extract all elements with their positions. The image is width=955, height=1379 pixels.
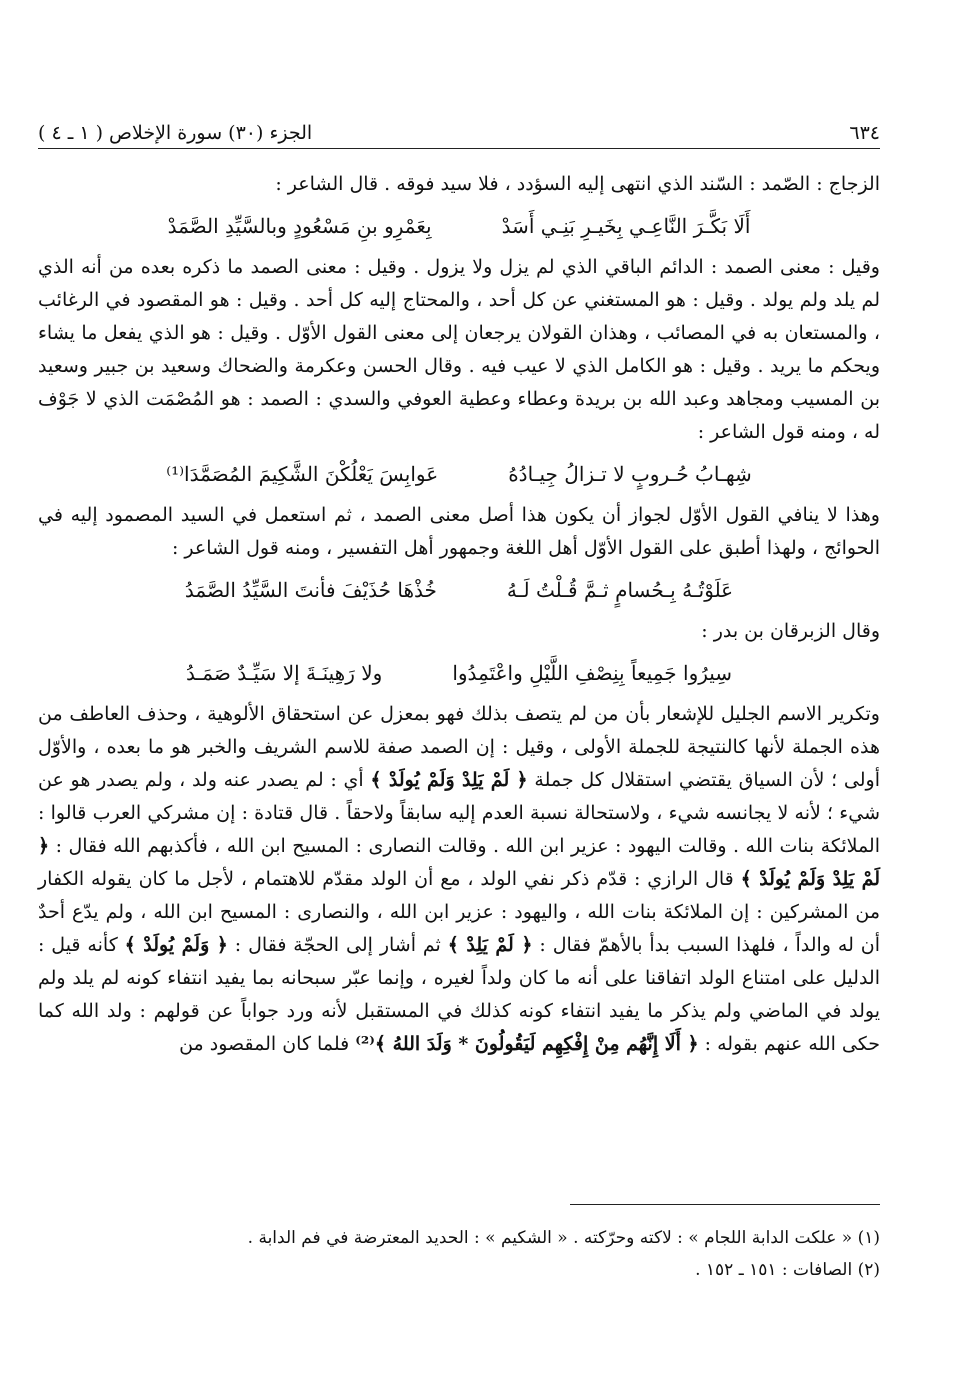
footnote: (٢) الصافات : ١٥١ ـ ١٥٢ . — [695, 1260, 880, 1280]
quran-quote: ﴿ أَلَا إِنَّهُم مِنْ إِفْكِهِم لَيَقُولُونَ * وَلَدَ اللهُ ﴾⁽²⁾ — [355, 1033, 699, 1055]
paragraph: وهذا لا ينافي القول الأوّل لجواز أن يكون هذا أصل معنى الصمد ، ثم استعمل في السيد المصمود إليه في الحوائج ، ولهذا أطبق على القول الأوّل أهل اللغة وجمهور أهل التفسير ، ومنه قول الشاعر : — [38, 504, 880, 559]
text-run: فلما كان المقصود من — [179, 1033, 350, 1055]
poetry-verse — [38, 449, 880, 499]
poetry-verse — [38, 565, 880, 615]
quran-quote: ﴿ وَلَمْ يُولَدْ ﴾ — [124, 934, 228, 956]
header-rule — [38, 148, 880, 149]
verse-second-hemistich: عَوابِسَ يَعْلُكْنَ الشَّكِيمَ المُصَمَّدَا⁽¹⁾ — [166, 461, 439, 486]
page-number: ٦٣٤ — [849, 122, 880, 144]
paragraph: وقيل : معنى الصمد : الدائم الباقي الذي لم يزل ولا يزول . وقيل : معنى الصمد ما ذكره بعده من أنه الذي لم يلد ولم يولد . وقيل : هو المستغني عن كل أحد ، والمحتاج إليه كل أحد . وقيل : هو المقصود في الرغائب ، والمستعان به في المصائب ، وهذان القولان يرجعان إلى معنى القول الأوّل . وقيل : هو الذي يفعل ما يشاء ويحكم ما يريد . وقيل : هو الكامل الذي لا عيب فيه . وقال الحسن وعكرمة والضحاك وسعيد بن جبير وسعيد بن المسيب ومجاهد وعبد الله بن بريدة وعطاء وعطية العوفي والسدي : الصمد : هو المُصْمَت الذي لا جَوْف له ، ومنه قول الشاعر : — [38, 256, 880, 443]
running-title: الجزء (٣٠) سورة الإخلاص ( ١ ـ ٤ ) — [38, 122, 313, 144]
text-run: أي : لم يصدر عنه ولد ، ولم يصدر هو عن شيء ؛ لأنه لا يجانسه شيء ، ولاستحالة نسبة العدم إليه سابقاً ولاحقاً . قال قتادة : إن مشركي العرب قالوا : الملائكة بنات الله . وقالت اليهود : عزير ابن الله . وقالت النصارى : المسيح ابن الله ، فأكذبهم الله فقال : — [38, 769, 880, 857]
text-run: قال الرازي : قدّم ذكر نفي الولد ، مع أن الولد مقدّم للاهتمام ، لأجل ما كان يقوله الكفار من المشركين : إن الملائكة بنات الله ، واليهود : عزير ابن الله ، والنصارى : المسيح ابن الله ، ولم يدّع أحدٌ أن له والداً ، فلهذا السبب بدأ بالأهمّ فقال : — [38, 868, 881, 956]
quran-quote: ﴿ لَمْ يَلِدْ وَلَمْ يُولَدْ ﴾ — [38, 835, 881, 890]
text-run: ثم أشار إلى الحجّة فقال : — [234, 934, 441, 956]
verse-first-hemistich: شِهـابُ حُـروبٍ لا تـزالُ جِيـادُهُ — [508, 461, 752, 486]
verse-first-hemistich: سِيرُوا جَمِيعاً بِنِصْفِ اللَّيْلِ واعْتَمِدُوا — [452, 660, 733, 685]
page-header — [38, 108, 880, 144]
verse-second-hemistich: بِعَمْرِو بنِ مَسْعُودٍ وبالسَّيِّدِ الصَّمَدْ — [167, 213, 432, 238]
paragraph — [38, 698, 880, 1061]
verse-second-hemistich: ولا رَهِينَـةَ إلا سَيِّـدٌ صَمَـدُ — [185, 660, 383, 685]
verse-first-hemistich: عَلَوْتُـهُ بِـحُسامٍ ثـمَّ قُـلْتُ لَـهُ — [506, 577, 734, 602]
text-run: كأنه قيل : الدليل على امتناع الولد اتفاقنا على أنه ما كان ولداً لغيره ، وإنما عبّر سبحانه بما يفيد انتفاء كونه لم يلد ولم يولد في الماضي ولم يذكر ما يفيد انتفاء كونه كذلك في المستقبل لأنه ورد جواباً عن قولهم : ولد الله كما حكى الله عنهم بقوله : — [38, 934, 880, 1055]
text-run: وتكرير الاسم الجليل للإشعار بأن من لم يتصف بذلك فهو بمعزل عن استحقاق الألوهية ، وحذف العاطف من هذه الجملة لأنها كالنتيجة للجملة الأولى ، وقيل : إن الصمد صفة للاسم الشريف والخبر هو ما بعده ، والأوّل أولى ؛ لأن السياق يقتضي استقلال كل جملة — [38, 703, 880, 791]
poetry-verse — [38, 201, 880, 251]
poetry-verse — [38, 648, 880, 698]
quran-quote: ﴿ لَمْ يَلِدْ ﴾ — [447, 934, 533, 956]
quran-quote: ﴿ لَمْ يَلِدْ وَلَمْ يُولَدْ ﴾ — [370, 769, 528, 791]
paragraph: وقال الزبرقان بن بدر : — [701, 620, 880, 642]
footnote: (١) « علكت الدابة اللجام » : لاكته وحرّكته . « الشكيم » : الحديد المعترضة في فم الدابة . — [247, 1228, 880, 1248]
footnote-rule — [570, 1204, 880, 1205]
verse-second-hemistich: خُذْهَا حُذَيْفَ فأنتَ السَّيِّدُ الصَّمَدُ — [184, 577, 437, 602]
paragraph: الزجاج : الصّمد : السّند الذي انتهى إليه السؤدد ، فلا سيد فوقه . قال الشاعر : — [275, 173, 880, 195]
verse-first-hemistich: أَلَا بَكَّـرَ النَّاعِـي بِخَيـرِ بَنِـي أَسَدْ — [501, 213, 751, 238]
footnotes — [38, 1222, 880, 1286]
main-text — [38, 168, 880, 1061]
